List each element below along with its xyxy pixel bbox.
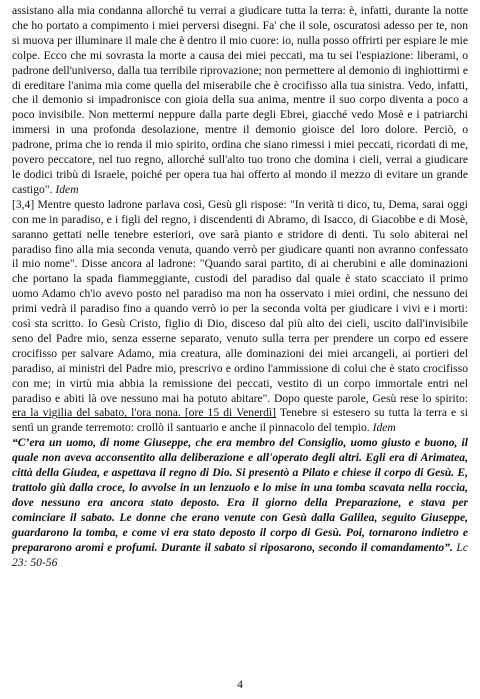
source-idem-2: Idem <box>372 421 396 435</box>
paragraph-jesus-reply <box>12 198 468 437</box>
paragraph-jesus-reply-text: [3,4] Mentre questo ladrone parlava così, Gesù gli rispose: "In verità ti dico, tu, Dema, sarai oggi con me in paradiso, e i figli del regno, i discendenti di Abramo, di Isacco, di Giacobbe e di Mosè, saranno gettati nelle tenebre esteriori, ove sarà pianto e stridore di denti. Tu solo abiterai nel paradiso fino alla mia seconda venuta, quando verrò per giudicare quanti non avranno confessato il mio nome". Disse ancora al ladrone: "Quando sarai partito, di ai cherubini e alle dominazioni che portano la spada fiammeggiante, custodi del paradiso dal quale è stato scacciato il primo uomo Adamo ch'io avevo posto nel paradiso ma non ha osservato i miei ordini, che nessuno dei primi vedrà il paradiso fino a quando verrò io per la seconda volta per giudicare i vivi e i morti: così sta scritto. Io Gesù Cristo, figlio di Dio, disceso dal più alto dei cieli, uscito dall'invisibile seno del Padre mio, senza esserne separato, venuto sulla terra per prendere un corpo ed essere crocifisso per salvare Adamo, mia creatura, alle dominazioni dei miei arcangeli, ai portieri del paradiso, ai ministri del Padre mio, prescrivo e ordino l'ammissione di colui che è stato crocifisso con me; in virtù mia abbia la remissione dei peccati, vestito di un corpo immortale entri nel paradiso e abiti là ove nessuno mai ha potuto abitare". Dopo queste parole, Gesù rese lo spirito: <box>12 197 468 405</box>
gospel-quote <box>12 436 468 570</box>
source-idem-1: Idem <box>55 182 79 196</box>
ninth-hour-note: era la vigilia del sabato, l'ora nona. [ore 15 di Venerdì] <box>12 406 276 420</box>
gospel-quote-text: “C’era un uomo, di nome Giuseppe, che era membro del Consiglio, uomo giusto e buono, il quale non aveva acconsentito alla deliberazione e all'operato degli altri. Egli era di Arimatea, città della Giudea, e aspettava il regno di Dio. Si presentò a Pilato e chiese il corpo di Gesù. E, trattolo giù dalla croce, lo avvolse in un lenzuolo e lo mise in una tomba scavata nella roccia, dove nessuno era ancora stato deposto. Era il giorno della Preparazione, e stava per cominciare il sabato. Le donne che erano venute con Gesù dalla Galilea, seguito Giuseppe, guardarono la tomba, e come vi era stato deposto il corpo di Gesù. Poi, tornarono indietro e prepararono aromi e profumi. Durante il sabato si riposarono, secondo il comandamento”. <box>12 436 468 554</box>
page-number: 4 <box>237 678 243 691</box>
paragraph-thief-prayer <box>12 4 468 198</box>
gospel-reference: Lc 23: 50-56 <box>12 540 468 569</box>
paragraph-earthquake-text: Tenebre si estesero su tutta la terra e si sentì un grande terremoto: crollò il santuario e anche il pinnacolo del tempio. <box>12 406 468 435</box>
paragraph-thief-prayer-text: assistano alla mia condanna allorché tu verrai a giudicare tutta la terra: è, infatti, durante la notte che ho portato a compimento i miei perversi disegni. Fa' che il sole, oscuratosi adesso per te, non si muova per illuminare il male che è dentro il mio cuore: io, nulla posso offrirti per espiare le mie colpe. Ecco che mi sovrasta la morte a causa dei miei peccati, ma tu sei l'espiazione: liberami, o padrone dell'universo, dalla tua terribile riprovazione; non permettere al demonio di inghiottirmi e di ereditare l'anima mia come quella del miserabile che è crocifisso alla tua sinistra. Vedo, infatti, che il demonio si impadronisce con gioia della sua anima, mentre il suo corpo diventa a poco a poco invisibile. Non mettermi neppure dalla parte degli Ebrei, giacché vedo Mosè e i patriarchi immersi in una profonda desolazione, mentre il demonio gioisce del loro dolore. Perciò, o padrone, prima che io renda il mio spirito, ordina che siano rimessi i miei peccati, ricordati di me, povero peccatore, nel tuo regno, allorché sull'alto tuo trono che domina i cieli, verrai a giudicare le dodici tribù di Israele, poiché per opera tua hai offerto al mondo il mezzo di evitare un grande castigo". <box>12 4 468 196</box>
